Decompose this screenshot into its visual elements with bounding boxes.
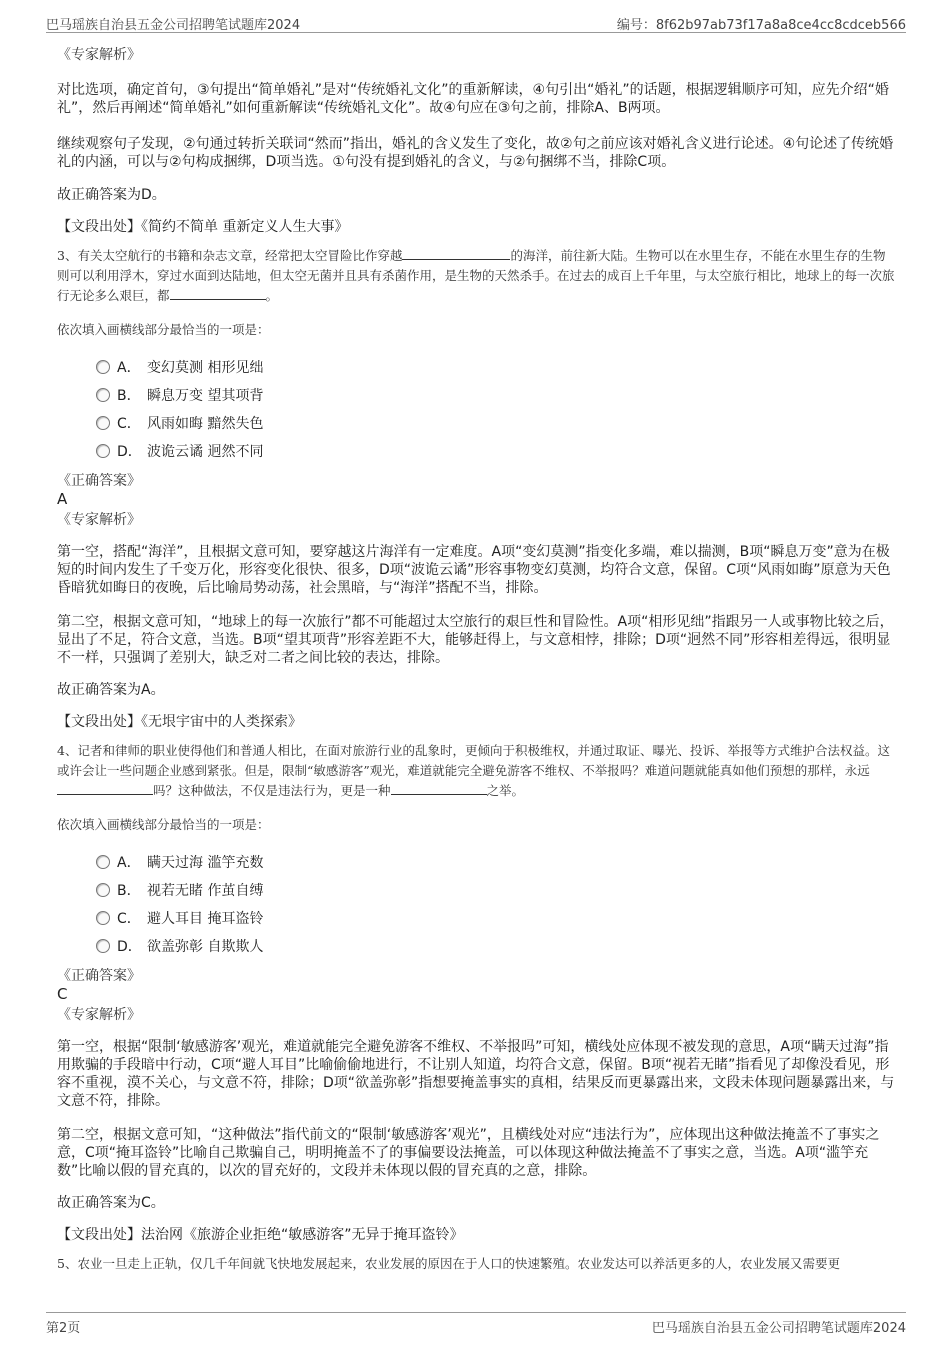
radio-button[interactable]: [96, 388, 110, 402]
footer-title: 巴马瑶族自治县五金公司招聘笔试题库2024: [651, 1321, 906, 1336]
option-text: 视若无睹 作茧自缚: [147, 883, 264, 899]
q4-prompt: 依次填入画横线部分最恰当的一项是：: [57, 817, 270, 832]
page-footer: [46, 1312, 906, 1337]
radio-button[interactable]: [96, 939, 110, 953]
document-body: [57, 46, 895, 1274]
option-text: 波诡云谲 迥然不同: [147, 444, 264, 460]
q4-stem-part3: 之举。: [486, 783, 525, 798]
q4-analysis-label: 《专家解析》: [57, 1007, 141, 1023]
q4-answer-label: 《正确答案》: [57, 968, 141, 984]
q2-source: 【文段出处】《简约不简单 重新定义人生大事》: [57, 219, 349, 235]
q3-option-b[interactable]: [57, 380, 895, 408]
q3-stem-part1: 3、有关太空航行的书籍和杂志文章，经常把太空冒险比作穿越: [57, 248, 403, 263]
q2-conclusion: 故正确答案为D。: [57, 187, 166, 203]
radio-button[interactable]: [96, 911, 110, 925]
radio-button[interactable]: [96, 444, 110, 458]
option-letter: C．: [117, 911, 141, 927]
q3-option-d[interactable]: [57, 436, 895, 464]
q4-stem: [57, 741, 895, 801]
option-letter: D．: [117, 444, 142, 460]
radio-button[interactable]: [96, 855, 110, 869]
q3-analysis-para2: 第二空，根据文意可知，“地球上的每一次旅行”都不可能超过太空旅行的艰巨性和冒险性。A项“相形见绌”指跟另一人或事物比较之后，显出了不足，符合文意，当选。B项“望其项背”形容差距不大，能够赶得上，与文意相悖，排除；D项“迥然不同”形容相差得远，很明显不一样，只强调了差别大，缺乏对二者之间比较的表达，排除。: [57, 614, 894, 666]
q3-answer-label: 《正确答案》: [57, 473, 141, 489]
option-letter: A．: [117, 855, 141, 871]
q4-stem-part2: 吗？这种做法，不仅是违法行为，更是一种: [153, 783, 391, 798]
q3-stem-part2: 的海洋，前往新大陆。生物可以在水里生存，不能在水里生存的生物则可以利用浮木，穿过水面到达陆地，但太空无菌并且具有杀菌作用，是生物的天然杀手。在过去的成百上千年里，与太空旅行相比，地球上的每一次旅行无论多么艰巨，都: [57, 248, 895, 303]
document-code: 编号：8f62b97ab73f17a8a8ce4cc8cdceb566: [616, 18, 906, 33]
q4-analysis-para1: 第一空，根据“限制‘敏感游客’观光，难道就能完全避免游客不维权、不举报吗”可知，横线处应体现不被发现的意思，A项“瞒天过海”指用欺骗的手段暗中行动，C项“避人耳目”比喻偷偷地进行，不让别人知道，均符合文意，保留。B项“视若无睹”指看见了却像没看见，形容不重视，漠不关心，与文意不符，排除；D项“欲盖弥彰”指想要掩盖事实的真相，结果反而更暴露出来，文段未体现问题暴露出来，与文意不符，排除。: [57, 1039, 895, 1109]
header-title: 巴马瑶族自治县五金公司招聘笔试题库2024: [46, 18, 301, 33]
q4-blank-1: [57, 782, 153, 795]
q4-option-a[interactable]: [57, 847, 895, 875]
radio-button[interactable]: [96, 883, 110, 897]
q3-option-a[interactable]: [57, 352, 895, 380]
q3-stem: [57, 246, 895, 306]
page-header: [46, 10, 906, 33]
q4-answer: C: [57, 985, 68, 1003]
q4-options: [57, 847, 895, 959]
q3-conclusion: 故正确答案为A。: [57, 682, 165, 698]
option-text: 瞒天过海 滥竽充数: [147, 855, 264, 871]
option-text: 变幻莫测 相形见绌: [147, 360, 264, 376]
q3-analysis-para1: 第一空，搭配“海洋”，且根据文意可知，要穿越这片海洋有一定难度。A项“变幻莫测”指变化多端，难以揣测，B项“瞬息万变”意为在极短的时间内发生了千变万化，形容变化很快、很多，D项“波诡云谲”形容事物变幻莫测，均符合文意，保留。C项“风雨如晦”原意为天色昏暗犹如晦日的夜晚，后比喻局势动荡，社会黑暗，与“海洋”搭配不当，排除。: [57, 544, 891, 596]
radio-button[interactable]: [96, 416, 110, 430]
q4-stem-part1: 4、记者和律师的职业使得他们和普通人相比，在面对旅游行业的乱象时，更倾向于积极维权，并通过取证、曝光、投诉、举报等方式维护合法权益。这或许会让一些问题企业感到紧张。但是，限制“敏感游客”观光，难道就能完全避免游客不维权、不举报吗？难道问题就能真如他们预想的那样，永远: [57, 743, 890, 778]
option-text: 风雨如晦 黯然失色: [147, 416, 264, 432]
q4-option-c[interactable]: [57, 903, 895, 931]
option-letter: A．: [117, 360, 141, 376]
option-text: 欲盖弥彰 自欺欺人: [147, 939, 264, 955]
page-number: 第2页: [46, 1321, 81, 1336]
radio-button[interactable]: [96, 360, 110, 374]
q3-blank-1: [402, 247, 510, 260]
q3-option-c[interactable]: [57, 408, 895, 436]
q3-answer: A: [57, 490, 68, 508]
q4-blank-2: [391, 782, 487, 795]
q4-analysis-para2: 第二空，根据文意可知，“这种做法”指代前文的“限制‘敏感游客’观光”，且横线处对应“违法行为”，应体现出这种做法掩盖不了事实之意，C项“掩耳盗铃”比喻自己欺骗自己，明明掩盖不了的事偏要设法掩盖，可以体现这种做法掩盖不了事实之意，当选。A项“滥竽充数”比喻以假的冒充真的，以次的冒充好的，文段并未体现以假的冒充真的之意，排除。: [57, 1127, 880, 1179]
option-letter: B．: [117, 388, 141, 404]
q3-stem-part3: 。: [265, 288, 279, 303]
q3-prompt: 依次填入画横线部分最恰当的一项是：: [57, 322, 270, 337]
q2-analysis-para1: 对比选项，确定首句，③句提出“简单婚礼”是对“传统婚礼文化”的重新解读，④句引出“婚礼”的话题，根据逻辑顺序可知，应先介绍“婚礼”，然后再阐述“简单婚礼”如何重新解读“传统婚礼文化”。故④句应在③句之前，排除A、B两项。: [57, 82, 889, 116]
q4-conclusion: 故正确答案为C。: [57, 1195, 165, 1211]
option-letter: D．: [117, 939, 142, 955]
q2-analysis-para2: 继续观察句子发现，②句通过转折关联词“然而”指出，婚礼的含义发生了变化，故②句之前应该对婚礼含义进行论述。④句论述了传统婚礼的内涵，可以与②句构成捆绑，D项当选。①句没有提到婚礼的含义，与②句捆绑不当，排除C项。: [57, 136, 894, 170]
option-letter: B．: [117, 883, 141, 899]
q4-source: 【文段出处】法治网《旅游企业拒绝“敏感游客”无异于掩耳盗铃》: [57, 1227, 464, 1243]
q4-option-d[interactable]: [57, 931, 895, 959]
option-text: 瞬息万变 望其项背: [147, 388, 264, 404]
option-letter: C．: [117, 416, 141, 432]
q3-options: [57, 352, 895, 464]
q5-stem: 5、农业一旦走上正轨，仅几千年间就飞快地发展起来，农业发展的原因在于人口的快速繁殖。农业发达可以养活更多的人，农业发展又需要更: [57, 1256, 840, 1271]
q2-analysis-label: 《专家解析》: [57, 47, 141, 63]
option-text: 避人耳目 掩耳盗铃: [147, 911, 264, 927]
q3-blank-2: [170, 287, 266, 300]
q4-option-b[interactable]: [57, 875, 895, 903]
q3-analysis-label: 《专家解析》: [57, 512, 141, 528]
q3-source: 【文段出处】《无垠宇宙中的人类探索》: [57, 714, 302, 730]
